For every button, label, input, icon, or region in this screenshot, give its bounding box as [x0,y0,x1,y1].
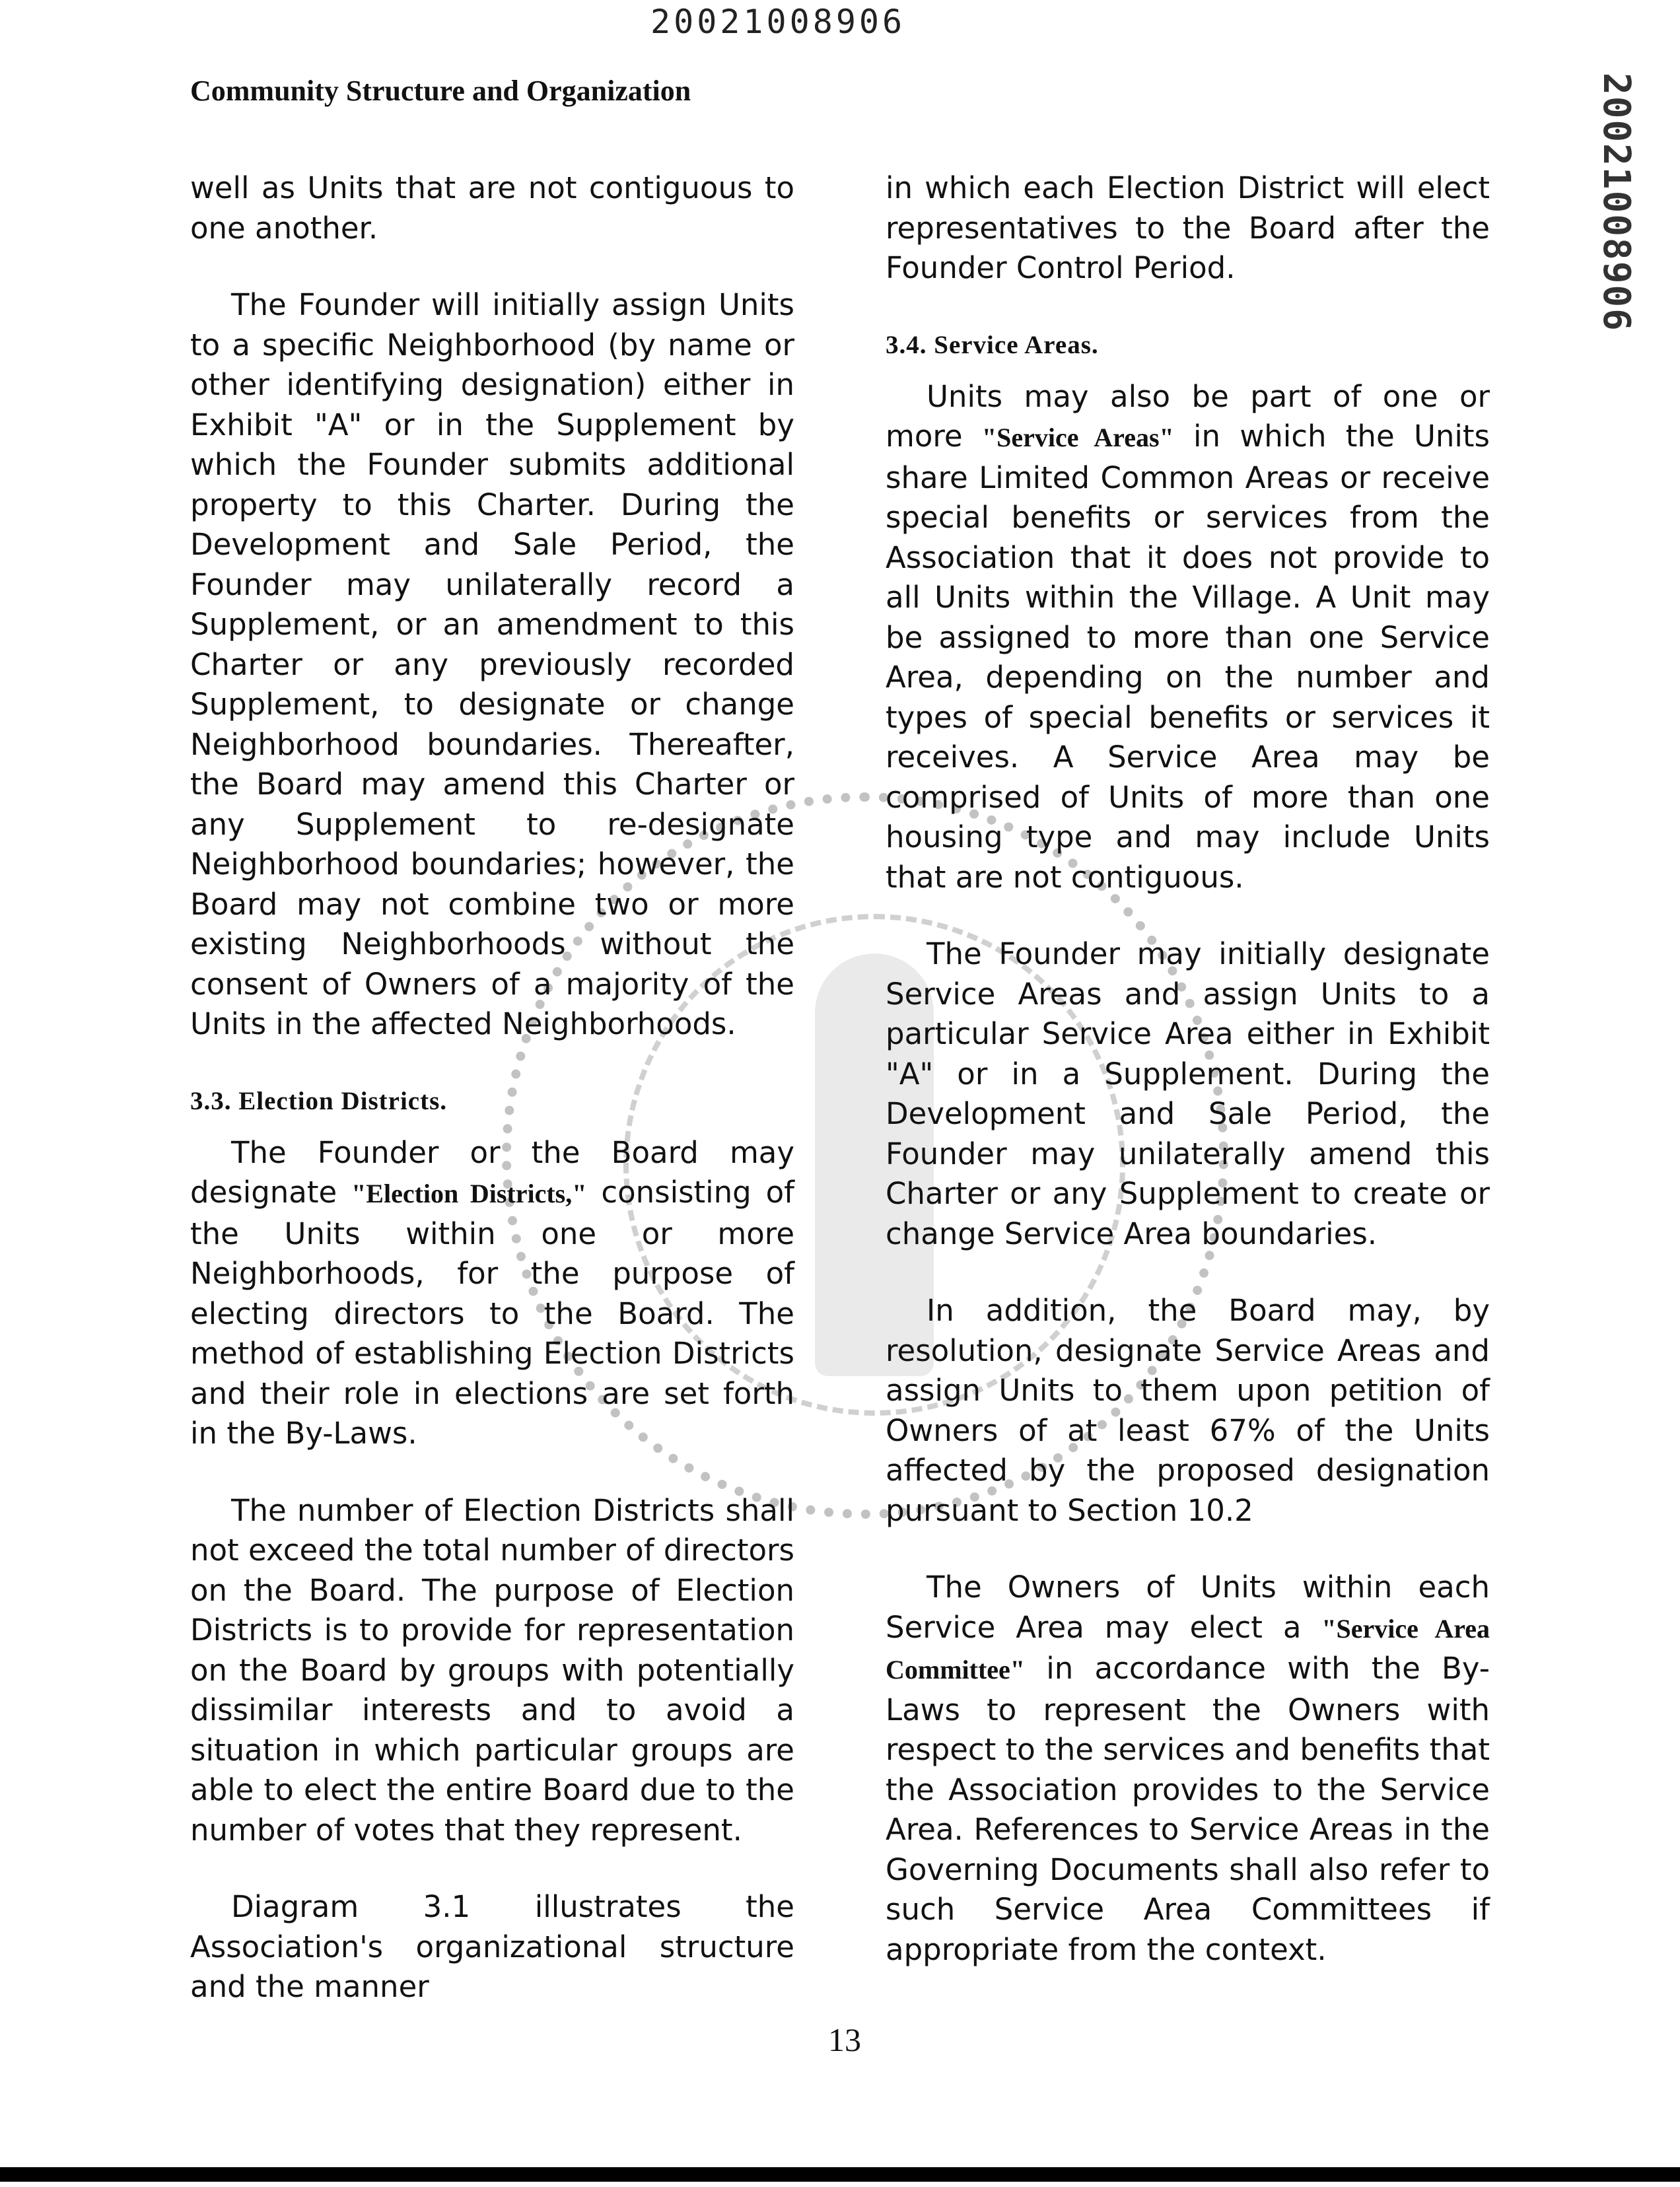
paragraph: Diagram 3.1 illustrates the Association's organizational structure and the manner [190,1889,794,2004]
paragraph: In addition, the Board may, by resolution, designate Service Areas and assign Units to them upon petition of Owners of at least 67% of the Units affected by the proposed designation pursuant to Section 10.2 [886,1293,1490,1528]
text: Units may also be part of one or more [886,378,1490,454]
left-column [190,168,794,2044]
paragraph: well as Units that are not contiguous to one another. [190,170,794,246]
section-heading-3-4: 3.4. Service Areas. [886,330,1099,359]
paragraph: The number of Election Districts shall not exceed the total number of directors on the Board. The purpose of Election Districts is to provide for representation on the Board by groups with potentially dissimilar interests and to avoid a situation in which particular groups are able to elect the entire Board due to the number of votes that they represent. [190,1492,794,1848]
text: The Owners of Units within each Service Area may elect a [886,1570,1490,1645]
paragraph [886,1568,1490,1970]
text: consisting of the Units within one or more Neighborhoods, for the purpose of electing directors to the Board. The method of establishing Election Districts and their role in elections are set forth in the By-Laws. [190,1175,795,1451]
right-column [886,168,1490,2007]
running-head: Community Structure and Organization [190,75,691,107]
defined-term: "Election Districts," [351,1179,587,1208]
text: in which the Units share Limited Common Areas or receive special benefits or services from the Association that it does not provide to all Units within the Village. A Unit may be assigned to more than one Service Area, depending on the number and types of special benefits or services it receives. A Service Area may be comprised of Units of more than one housing type and may include Units that are not contiguous. [886,419,1490,895]
text: in accordance with the By-Laws to represent the Owners with respect to the services and benefits that the Association provides to the Service Area. References to Service Areas in the Governing Documents shall also refer to such Service Area Committees if appropriate from the context. [886,1651,1490,1967]
paragraph: The Founder will initially assign Units to a specific Neighborhood (by name or other identifying designation) either in Exhibit "A" or in the Supplement by which the Founder submits additional property to this Charter. During the Development and Sale Period, the Founder may unilaterally record a Supplement, or an amendment to this Charter or any previously recorded Supplement, to designate or change Neighborhood boundaries. Thereafter, the Board may amend this Charter or any Supplement to re-designate Neighborhood boundaries; however, the Board may not combine two or more existing Neighborhoods without the consent of Owners of a majority of the Units in the affected Neighborhoods. [190,287,794,1041]
paragraph [886,377,1490,898]
paragraph [190,1133,794,1454]
paragraph: in which each Election District will elect representatives to the Board after the Founder Control Period. [886,170,1490,285]
bottom-rule [0,2167,1680,2182]
page-number: 13 [828,2021,861,2058]
side-stamp: 20021008906 [1595,73,1638,332]
section-heading-3-3: 3.3. Election Districts. [190,1086,448,1115]
document-number: 20021008906 [650,3,906,41]
defined-term: "Service Area Committee" [886,1613,1490,1684]
paragraph: The Founder may initially designate Service Areas and assign Units to a particular Service Area either in Exhibit "A" or in a Supplement. During the Development and Sale Period, the Founder may unilaterally amend this Charter or any Supplement to create or change Service Area boundaries. [886,936,1490,1251]
defined-term: "Service Areas" [981,423,1174,452]
text: The Founder or the Board may designate [190,1134,794,1210]
